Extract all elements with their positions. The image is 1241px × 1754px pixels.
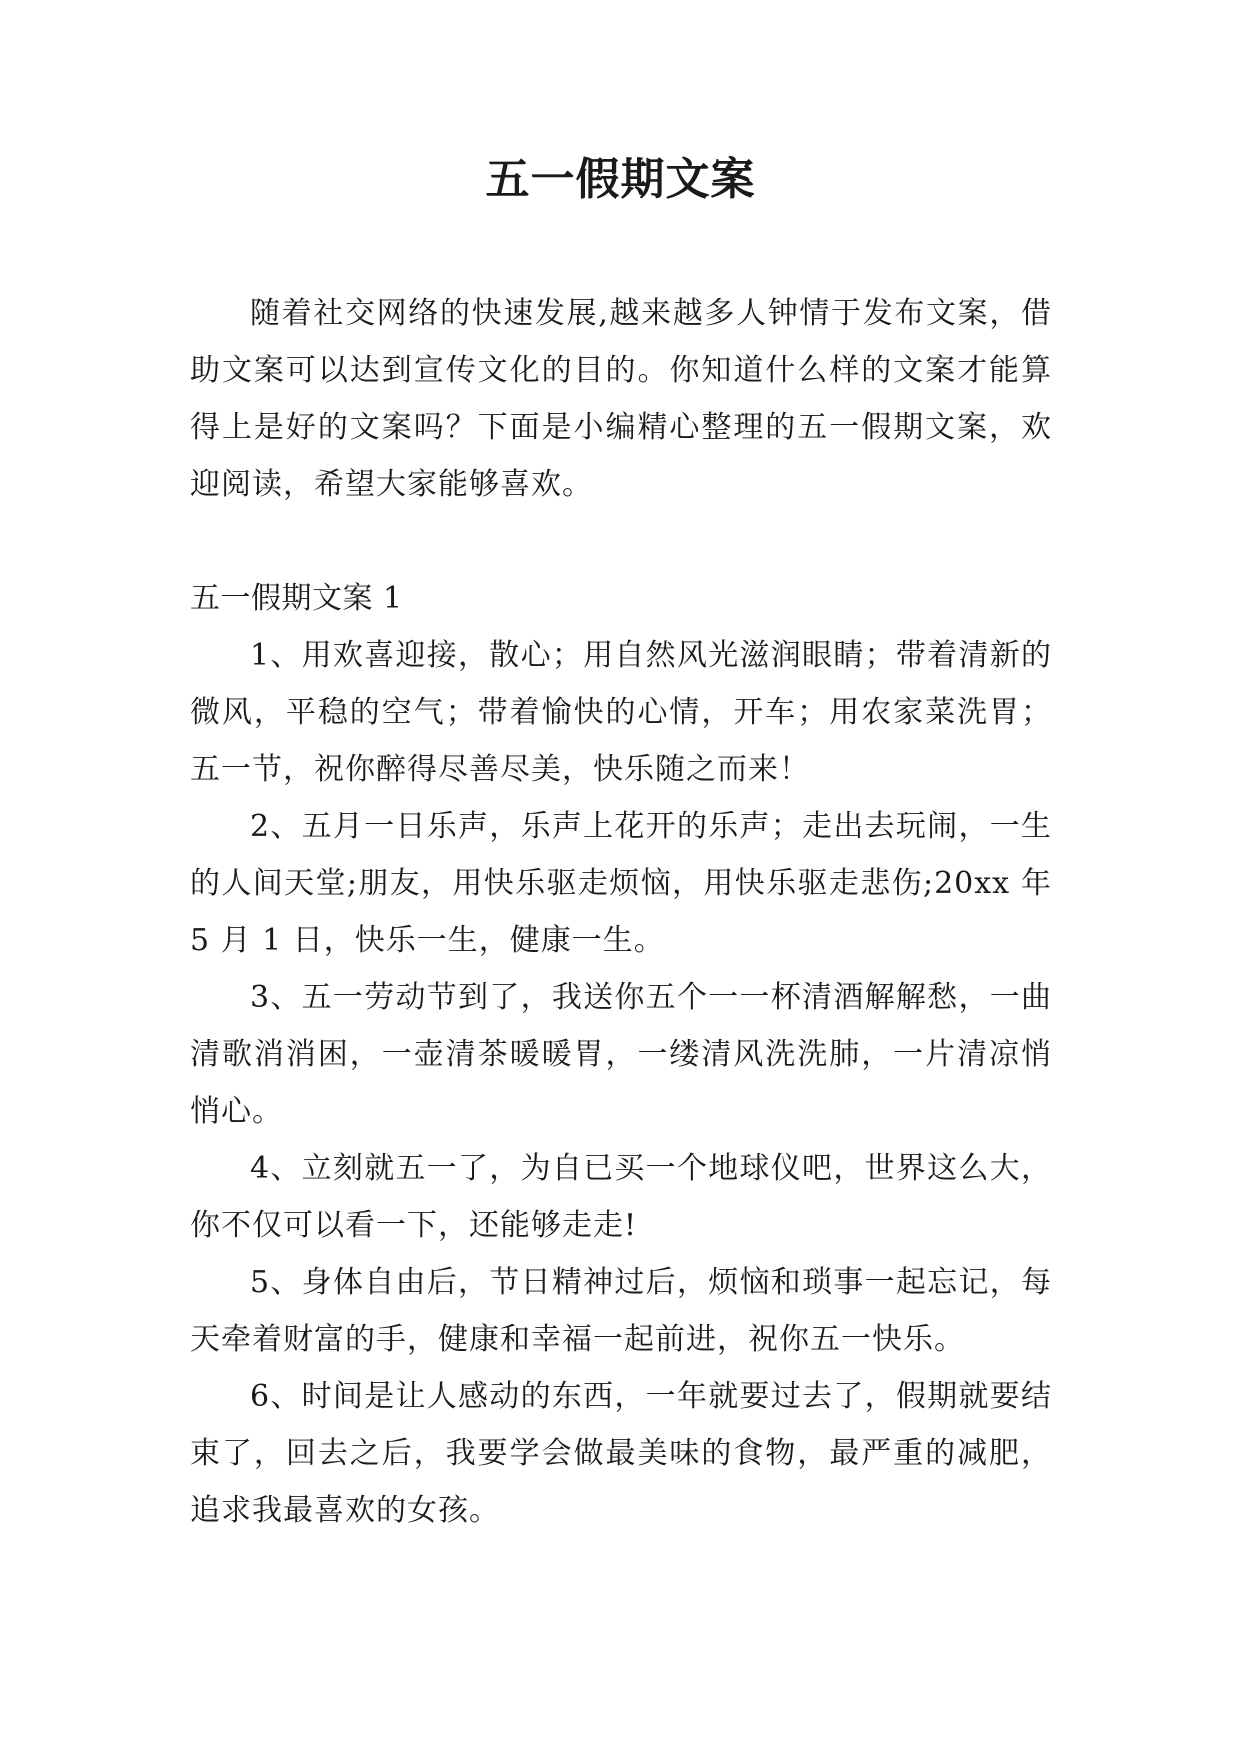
list-item: 2、五月一日乐声，乐声上花开的乐声；走出去玩闹，一生的人间天堂;朋友，用快乐驱走烦恼，用快乐驱走悲伤;20xx 年 5 月 1 日，快乐一生，健康一生。 (190, 809, 1052, 958)
list-item: 1、用欢喜迎接，散心；用自然风光滋润眼睛；带着清新的微风，平稳的空气；带着愉快的心情，开车；用农家菜洗胃；五一节，祝你醉得尽善尽美，快乐随之而来！ (190, 638, 1052, 787)
section-heading: 五一假期文案 1 (190, 581, 403, 616)
page-title: 五一假期文案 (485, 154, 756, 205)
intro-paragraph: 随着社交网络的快速发展,越来越多人钟情于发布文案，借助文案可以达到宣传文化的目的。你知道什么样的文案才能算得上是好的文案吗？下面是小编精心整理的五一假期文案，欢迎阅读，希望大家能够喜欢。 (190, 296, 1052, 502)
list-item: 6、时间是让人感动的东西，一年就要过去了，假期就要结束了，回去之后，我要学会做最美味的食物，最严重的减肥，追求我最喜欢的女孩。 (190, 1379, 1052, 1528)
list-item: 5、身体自由后，节日精神过后，烦恼和琐事一起忘记，每天牵着财富的手，健康和幸福一起前进，祝你五一快乐。 (190, 1265, 1052, 1357)
list-item: 3、五一劳动节到了，我送你五个一一杯清酒解解愁，一曲清歌消消困，一壶清茶暖暖胃，一缕清风洗洗肺，一片清凉悄悄心。 (190, 980, 1052, 1129)
document-body (190, 285, 1052, 1539)
list-item: 4、立刻就五一了，为自已买一个地球仪吧，世界这么大，你不仅可以看一下，还能够走走! (190, 1151, 1052, 1243)
